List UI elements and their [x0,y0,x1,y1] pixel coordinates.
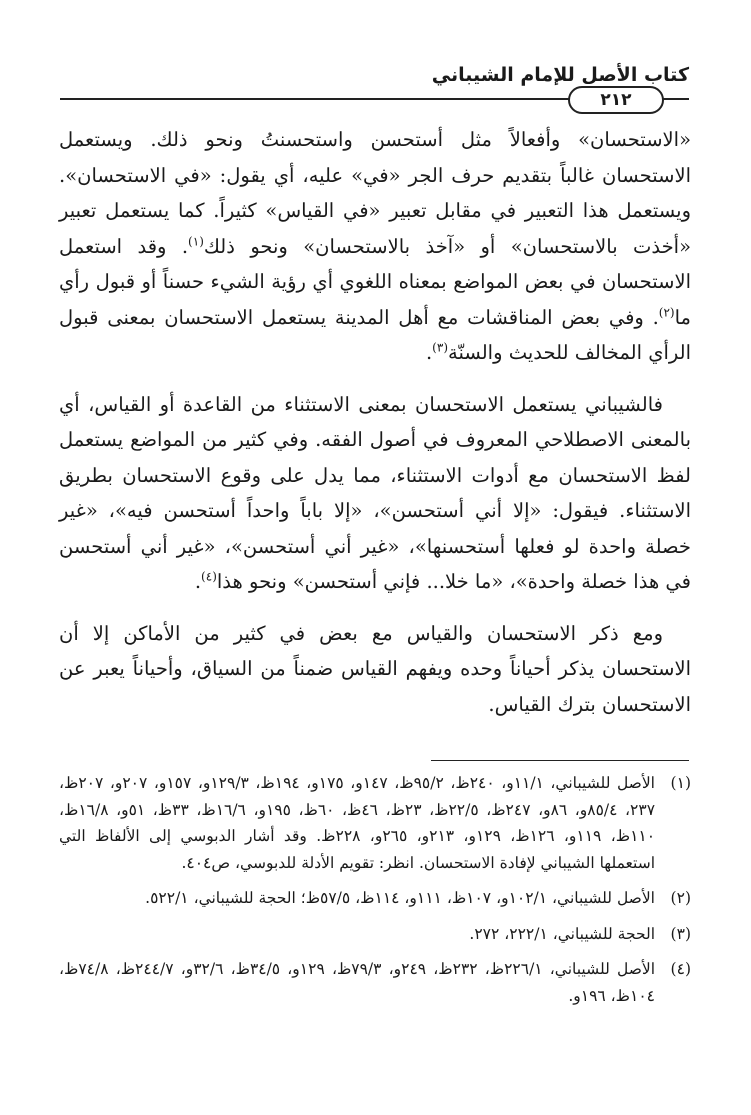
paragraph-1 [59,122,691,371]
footnote-text: الأصل للشيباني، ١١/١و، ٢٤٠ظ، ٩٥/٢ظ، ١٤٧و، ١٧٥و، ١٩٤ظ، ١٢٩/٣و، ١٥٧و، ٢٠٧و، ٢٠٧ظ، ٢٣٧، ٨٥/٤و، ٨٦و، ٢٤٧ظ، ٢٢/٥ظ، ٢٣ظ، ٤٦ظ، ٦٠ظ، ١٩٥و، ١٦/٦ظ، ٣٣ظ، ٥١و، ١٦/٨ظ، ١١٠ظ، ١١٩و، ١٢٦ظ، ١٢٩و، ٢١٣و، ٢٦٥و، ٢٢٨ظ. وقد أشار الدبوسي إلى الألفاظ التي استعملها الشيباني لإفادة الاستحسان. انظر: تقويم الأدلة للدبوسي، ص٤٠٤. [59,774,656,872]
footnote-number: (٢) [670,889,691,907]
footnote-number: (٤) [670,960,691,978]
footnote [59,770,691,876]
footnote-text: الأصل للشيباني، ١٠٢/١و، ١٠٧ظ، ١١١و، ١١٤ظ، ٥٧/٥ظ؛ الحجة للشيباني، ٥٢٢/١. [145,889,655,907]
paragraph-2-text-b: . [194,570,202,593]
paragraph-1-text-d: . [425,341,433,364]
footnote [59,956,691,1009]
main-text [59,122,691,722]
footnote-ref-4[interactable]: (٤) [201,569,217,584]
paragraph-1-text-c: . وفي بعض المناقشات مع أهل المدينة يستعمل الاستحسان بمعنى قبول الرأي المخالف للحديث والسنّة [59,305,691,364]
paragraph-1-text: «الاستحسان» وأفعالاً مثل أستحسن واستحسنتُ ونحو ذلك. ويستعمل الاستحسان غالباً بتقديم حرف الجر «في» عليه، أي يقول: «في الاستحسان». ويستعمل هذا التعبير في مقابل تعبير «في القياس» كثيراً. كما يستعمل تعبير «أخذت بالاستحسان» أو «آخذ بالاستحسان» ونحو ذلك [59,128,691,258]
footnote-ref-3[interactable]: (٣) [432,340,448,355]
footnote-text: الحجة للشيباني، ٢٢٢/١، ٢٧٢. [469,924,655,943]
footnote-text: الأصل للشيباني، ٢٢٦/١ظ، ٢٣٢ظ، ٢٤٩و، ٧٩/٣ظ، ١٢٩و، ٣٤/٥ظ، ٣٢/٦و، ٢٤٤/٧ظ، ٧٤/٨ظ، ١٠٤ظ، ١٩٦و. [59,960,656,1005]
paragraph-1-text-b: . وقد استعمل الاستحسان في بعض المواضع بمعناه اللغوي أي رؤية الشيء حسناً أو قبول رأي ما [59,234,691,329]
paragraph-3-text: ومع ذكر الاستحسان والقياس مع بعض في كثير من الأماكن إلا أن الاستحسان يذكر أحياناً وحده ويفهم القياس ضمناً من السياق، وأحياناً يعبر عن الاستحسان بترك القياس. [59,621,691,716]
footnote-number: (٣) [670,924,691,943]
page-number: ٢١٢ [568,86,664,114]
paragraph-2 [59,387,691,600]
paragraph-3 [59,616,691,723]
footnote [59,921,691,948]
footnote-ref-2[interactable]: (٢) [658,305,675,319]
running-title: كتاب الأصل للإمام الشيباني [431,64,689,86]
footnote [59,885,691,912]
paragraph-2-text: فالشيباني يستعمل الاستحسان بمعنى الاستثناء من القاعدة أو القياس، أي بالمعنى الاصطلاحي المعروف في أصول الفقه. وفي كثير من المواضع يستعمل لفظ الاستحسان مع أدوات الاستثناء، مما يدل على وقوع الاستحسان بطريق الاستثناء. فيقول: «إلا أني أستحسن»، «إلا باباً واحداً أستحسن فيه»، «غير خصلة واحدة لو فعلها أستحسنها»، «غير أني أستحسن»، «غير أني أستحسن في هذا خصلة واحدة»، «ما خلا... فإني أستحسن» ونحو هذا [59,392,691,593]
footnote-number: (١) [670,774,691,792]
footnote-ref-1[interactable]: (١) [188,234,204,248]
footnote-separator [431,760,689,761]
footnotes [59,770,691,1018]
